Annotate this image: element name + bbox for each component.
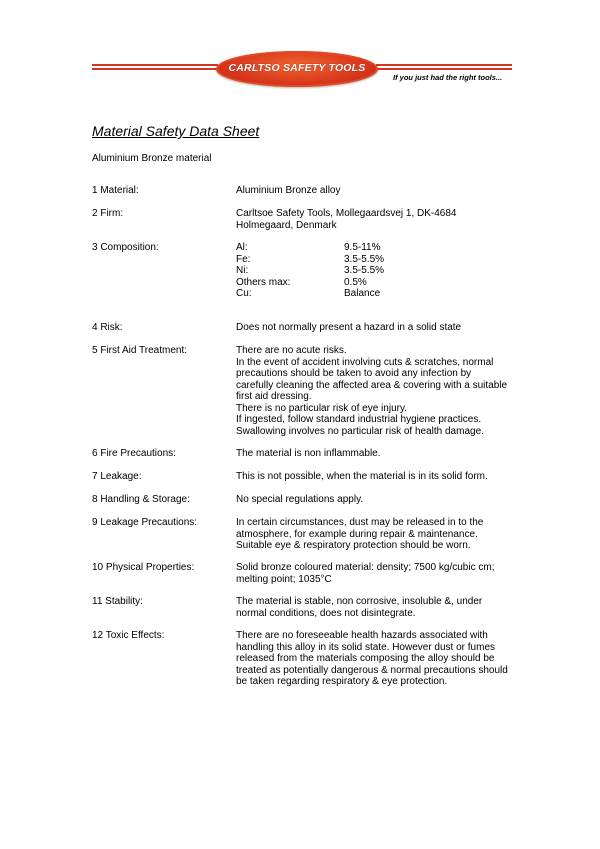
composition-row: [236, 277, 511, 289]
section-label: 5 First Aid Treatment:: [92, 345, 188, 356]
composition-element: Cu:: [236, 288, 252, 299]
composition-amount: Balance: [344, 288, 381, 299]
section-label: 6 Fire Precautions:: [92, 448, 176, 459]
document-subtitle: Aluminium Bronze material: [92, 153, 212, 164]
section-label: 3 Composition:: [92, 242, 159, 253]
first-aid-line: There are no acute risks.: [236, 345, 347, 356]
first-aid-line: There is no particular risk of eye injury.: [236, 402, 407, 414]
section-label: 12 Toxic Effects:: [92, 630, 165, 641]
composition-amount: 3.5-5.5%: [344, 265, 385, 276]
section-value: Solid bronze coloured material: density; 7500 kg/cubic cm; melting point; 1035°C: [236, 562, 495, 585]
composition-element: Al:: [236, 242, 248, 253]
section-label: 9 Leakage Precautions:: [92, 517, 198, 528]
section-label: 2 Firm:: [92, 208, 124, 219]
composition-element: Ni:: [236, 265, 249, 276]
header-stripe-right: [376, 68, 512, 70]
header-stripe-right: [376, 64, 512, 66]
composition-table: [236, 242, 511, 300]
header-stripe-left: [92, 68, 218, 70]
section-label: 11 Stability:: [92, 596, 143, 607]
section-label: 4 Risk:: [92, 322, 123, 333]
section-value: In certain circumstances, dust may be released in to the atmosphere, for example during repair & maintenance. Suitable eye & respiratory protection should be worn.: [236, 517, 484, 551]
page-header: [0, 0, 600, 100]
first-aid-line: If ingested, follow standard industrial hygiene practices.: [236, 414, 482, 425]
first-aid-line: In the event of accident involving cuts & scratches, normal precautions should be taken to avoid any infection by carefully cleaning the affected area & covering with a suitable first aid dressing.: [236, 356, 508, 402]
logo-text: CARLTSO SAFETY TOOLS: [228, 62, 366, 74]
section-label: 10 Physical Properties:: [92, 562, 195, 573]
composition-element: Fe:: [236, 253, 251, 265]
composition-row: [236, 288, 511, 300]
composition-row: [236, 265, 511, 277]
composition-amount: 3.5-5.5%: [344, 253, 385, 265]
composition-row: [236, 242, 511, 254]
composition-row: [236, 254, 511, 266]
section-value: No special regulations apply.: [236, 494, 364, 505]
section-value: There are no foreseeable health hazards associated with handling this alloy in its solid state. However dust or fumes released from the materials composing the alloy should be treated as potentially dangerous & normal precautions should be taken regarding respiratory & eye protection.: [236, 630, 508, 687]
document-title: Material Safety Data Sheet: [92, 123, 260, 139]
composition-element: Others max:: [236, 276, 291, 288]
section-value: [236, 345, 511, 437]
composition-amount: 9.5-11%: [344, 242, 381, 253]
header-stripe-left: [92, 64, 218, 66]
section-label: 8 Handling & Storage:: [92, 494, 190, 505]
company-logo: [216, 51, 378, 87]
section-value: The material is stable, non corrosive, insoluble &, under normal conditions, does not disintegrate.: [236, 596, 483, 619]
first-aid-line: Swallowing involves no particular risk of health damage.: [236, 425, 484, 437]
section-label: 7 Leakage:: [92, 471, 142, 482]
section-label: 1 Material:: [92, 185, 139, 196]
tagline: If you just had the right tools...: [393, 73, 503, 82]
section-value: This is not possible, when the material is in its solid form.: [236, 471, 488, 482]
section-value: Aluminium Bronze alloy: [236, 185, 341, 196]
section-value: Does not normally present a hazard in a solid state: [236, 322, 462, 333]
section-value: Carltsoe Safety Tools, Mollegaardsvej 1, DK-4684 Holmegaard, Denmark: [236, 208, 457, 231]
composition-amount: 0.5%: [344, 276, 367, 288]
section-value: The material is non inflammable.: [236, 448, 381, 459]
